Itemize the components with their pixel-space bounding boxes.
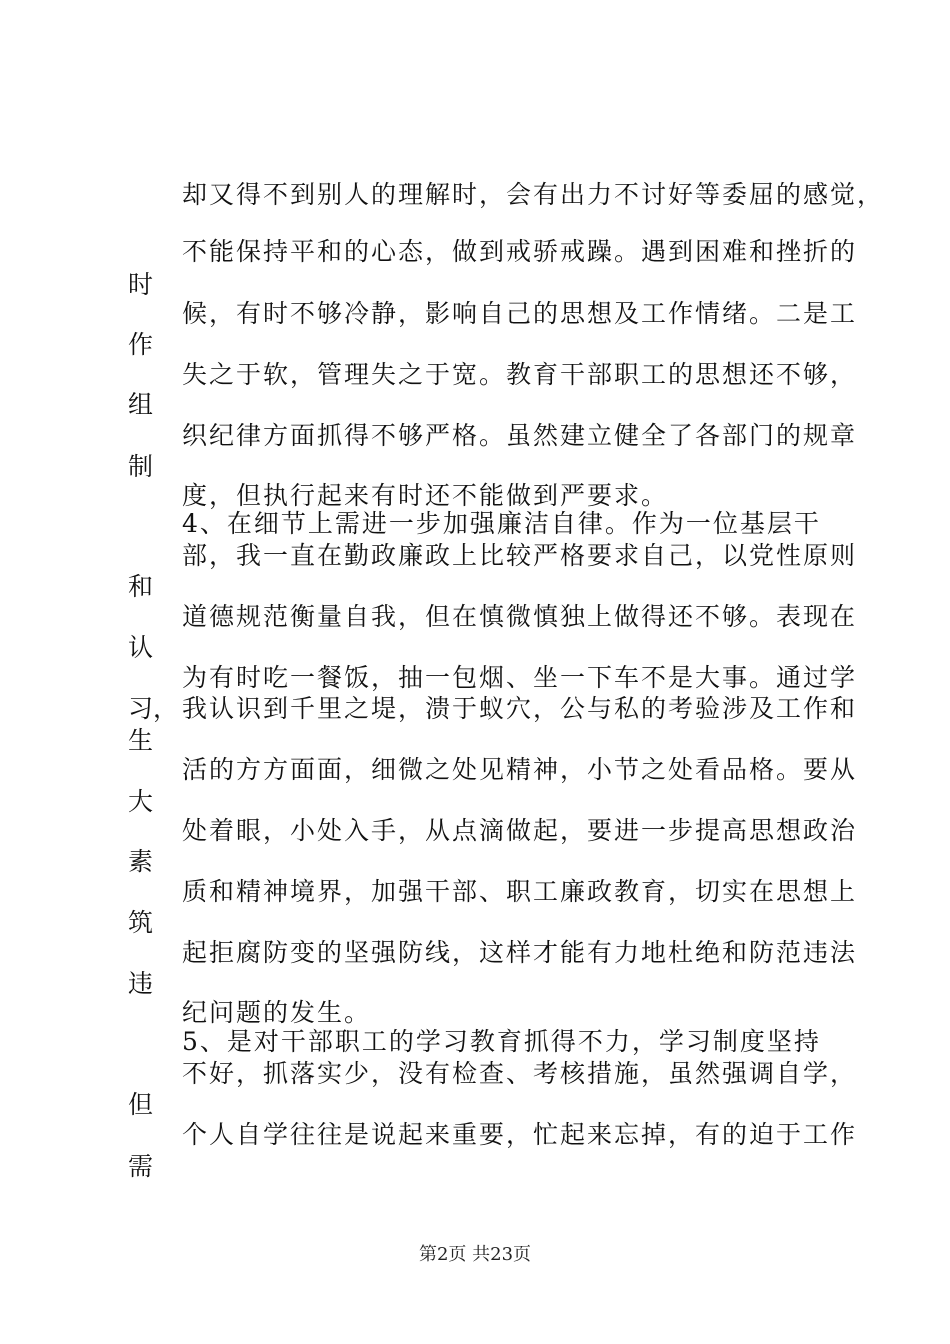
text-line: 却又得不到别人的理解时，会有出力不讨好等委屈的感觉， xyxy=(182,180,885,209)
wrapped-char: 认 xyxy=(128,633,154,662)
text-line: 处着眼，小处入手，从点滴做起，要进一步提高思想政治 xyxy=(182,816,858,845)
wrapped-char: 和 xyxy=(128,572,154,601)
text-line: 度，但执行起来有时还不能做到严要求。 xyxy=(182,481,669,510)
wrapped-char: 制 xyxy=(128,452,154,481)
text-line: 织纪律方面抓得不够严格。虽然建立健全了各部门的规章 xyxy=(182,421,858,450)
wrapped-char: 需 xyxy=(128,1152,154,1181)
wrapped-char: 时 xyxy=(128,270,154,299)
text-line: 5、是对干部职工的学习教育抓得不力，学习制度坚持 xyxy=(182,1027,821,1056)
text-line: 我认识到千里之堤，溃于蚁穴，公与私的考验涉及工作和 xyxy=(182,694,858,723)
text-line: 质和精神境界，加强干部、职工廉政教育，切实在思想上 xyxy=(182,877,858,906)
text-line: 部，我一直在勤政廉政上比较严格要求自己，以党性原则 xyxy=(182,541,858,570)
wrapped-char: 筑 xyxy=(128,908,154,937)
text-line: 纪问题的发生。 xyxy=(182,998,372,1027)
wrapped-char: 素 xyxy=(128,847,154,876)
text-line: 道德规范衡量自我，但在慎微慎独上做得还不够。表现在 xyxy=(182,602,858,631)
wrapped-char: 习， xyxy=(128,694,179,723)
wrapped-char: 作 xyxy=(128,330,154,359)
wrapped-char: 组 xyxy=(128,390,154,419)
wrapped-char: 违 xyxy=(128,969,154,998)
wrapped-char: 大 xyxy=(128,787,154,816)
text-line: 不好，抓落实少，没有检查、考核措施，虽然强调自学， xyxy=(182,1059,858,1088)
wrapped-char: 生 xyxy=(128,726,154,755)
text-line: 起拒腐防变的坚强防线，这样才能有力地杜绝和防范违法 xyxy=(182,938,858,967)
text-line: 失之于软，管理失之于宽。教育干部职工的思想还不够， xyxy=(182,360,858,389)
wrapped-char: 但 xyxy=(128,1090,154,1119)
page-number-footer: 第2页 共23页 xyxy=(418,1244,532,1265)
text-line: 不能保持平和的心态，做到戒骄戒躁。遇到困难和挫折的 xyxy=(182,237,858,266)
text-line: 活的方方面面，细微之处见精神，小节之处看品格。要从 xyxy=(182,755,858,784)
text-line: 候，有时不够冷静，影响自己的思想及工作情绪。二是工 xyxy=(182,299,858,328)
text-line: 为有时吃一餐饭，抽一包烟、坐一下车不是大事。通过学 xyxy=(182,663,858,692)
text-line: 个人自学往往是说起来重要，忙起来忘掉，有的迫于工作 xyxy=(182,1120,858,1149)
text-line: 4、在细节上需进一步加强廉洁自律。作为一位基层干 xyxy=(182,509,821,538)
